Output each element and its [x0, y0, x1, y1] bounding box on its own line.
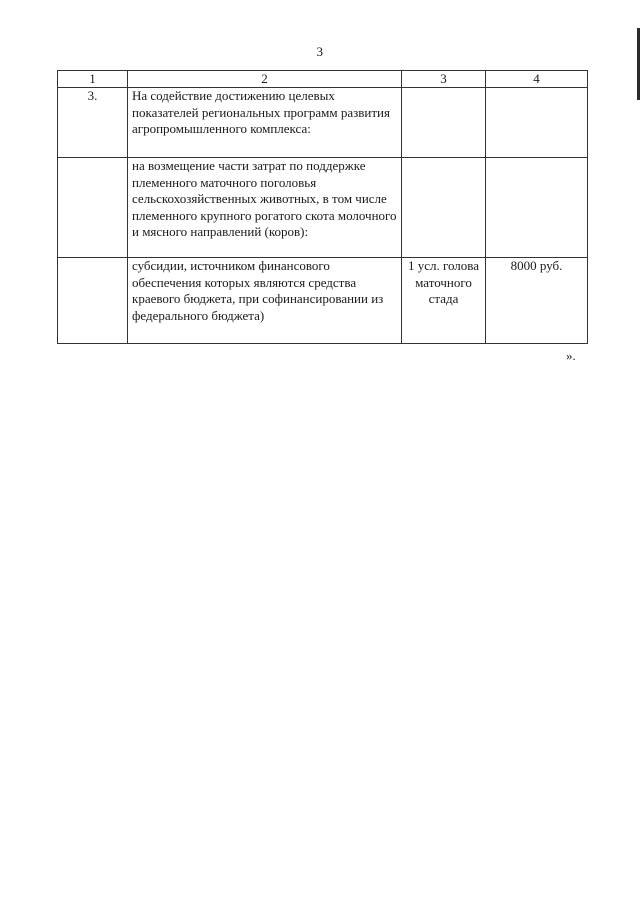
row-amount — [486, 88, 588, 158]
table-row — [58, 158, 588, 258]
header-col-4: 4 — [486, 71, 588, 88]
table-header — [58, 71, 588, 88]
row-unit: 1 усл. голова маточного стада — [402, 258, 486, 344]
page-number: 3 — [316, 44, 324, 59]
row-description: на возмещение части затрат по поддержке племенного маточного поголовья сельскохозяйственных животных, в том числе племенного крупного рогатого скота молочного и мясного направлений (коров): — [128, 158, 402, 258]
row-number — [58, 258, 128, 344]
row-number — [58, 158, 128, 258]
header-col-1: 1 — [58, 71, 128, 88]
row-unit — [402, 88, 486, 158]
row-number: 3. — [58, 88, 128, 158]
subsidy-rates-table — [57, 70, 588, 344]
table-row — [58, 88, 588, 158]
row-amount: 8000 руб. — [486, 258, 588, 344]
header-col-3: 3 — [402, 71, 486, 88]
header-col-2: 2 — [128, 71, 402, 88]
table-row — [58, 258, 588, 344]
row-description: субсидии, источником финансового обеспечения которых являются средства краевого бюджета, при софинансировании из федерального бюджета) — [128, 258, 402, 344]
row-description: На содействие достижению целевых показателей региональных программ развития агропромышленного комплекса: — [128, 88, 402, 158]
header-row — [58, 71, 588, 88]
closing-quote-mark: ». — [566, 348, 576, 363]
row-amount — [486, 158, 588, 258]
row-unit — [402, 158, 486, 258]
table-body — [58, 88, 588, 344]
